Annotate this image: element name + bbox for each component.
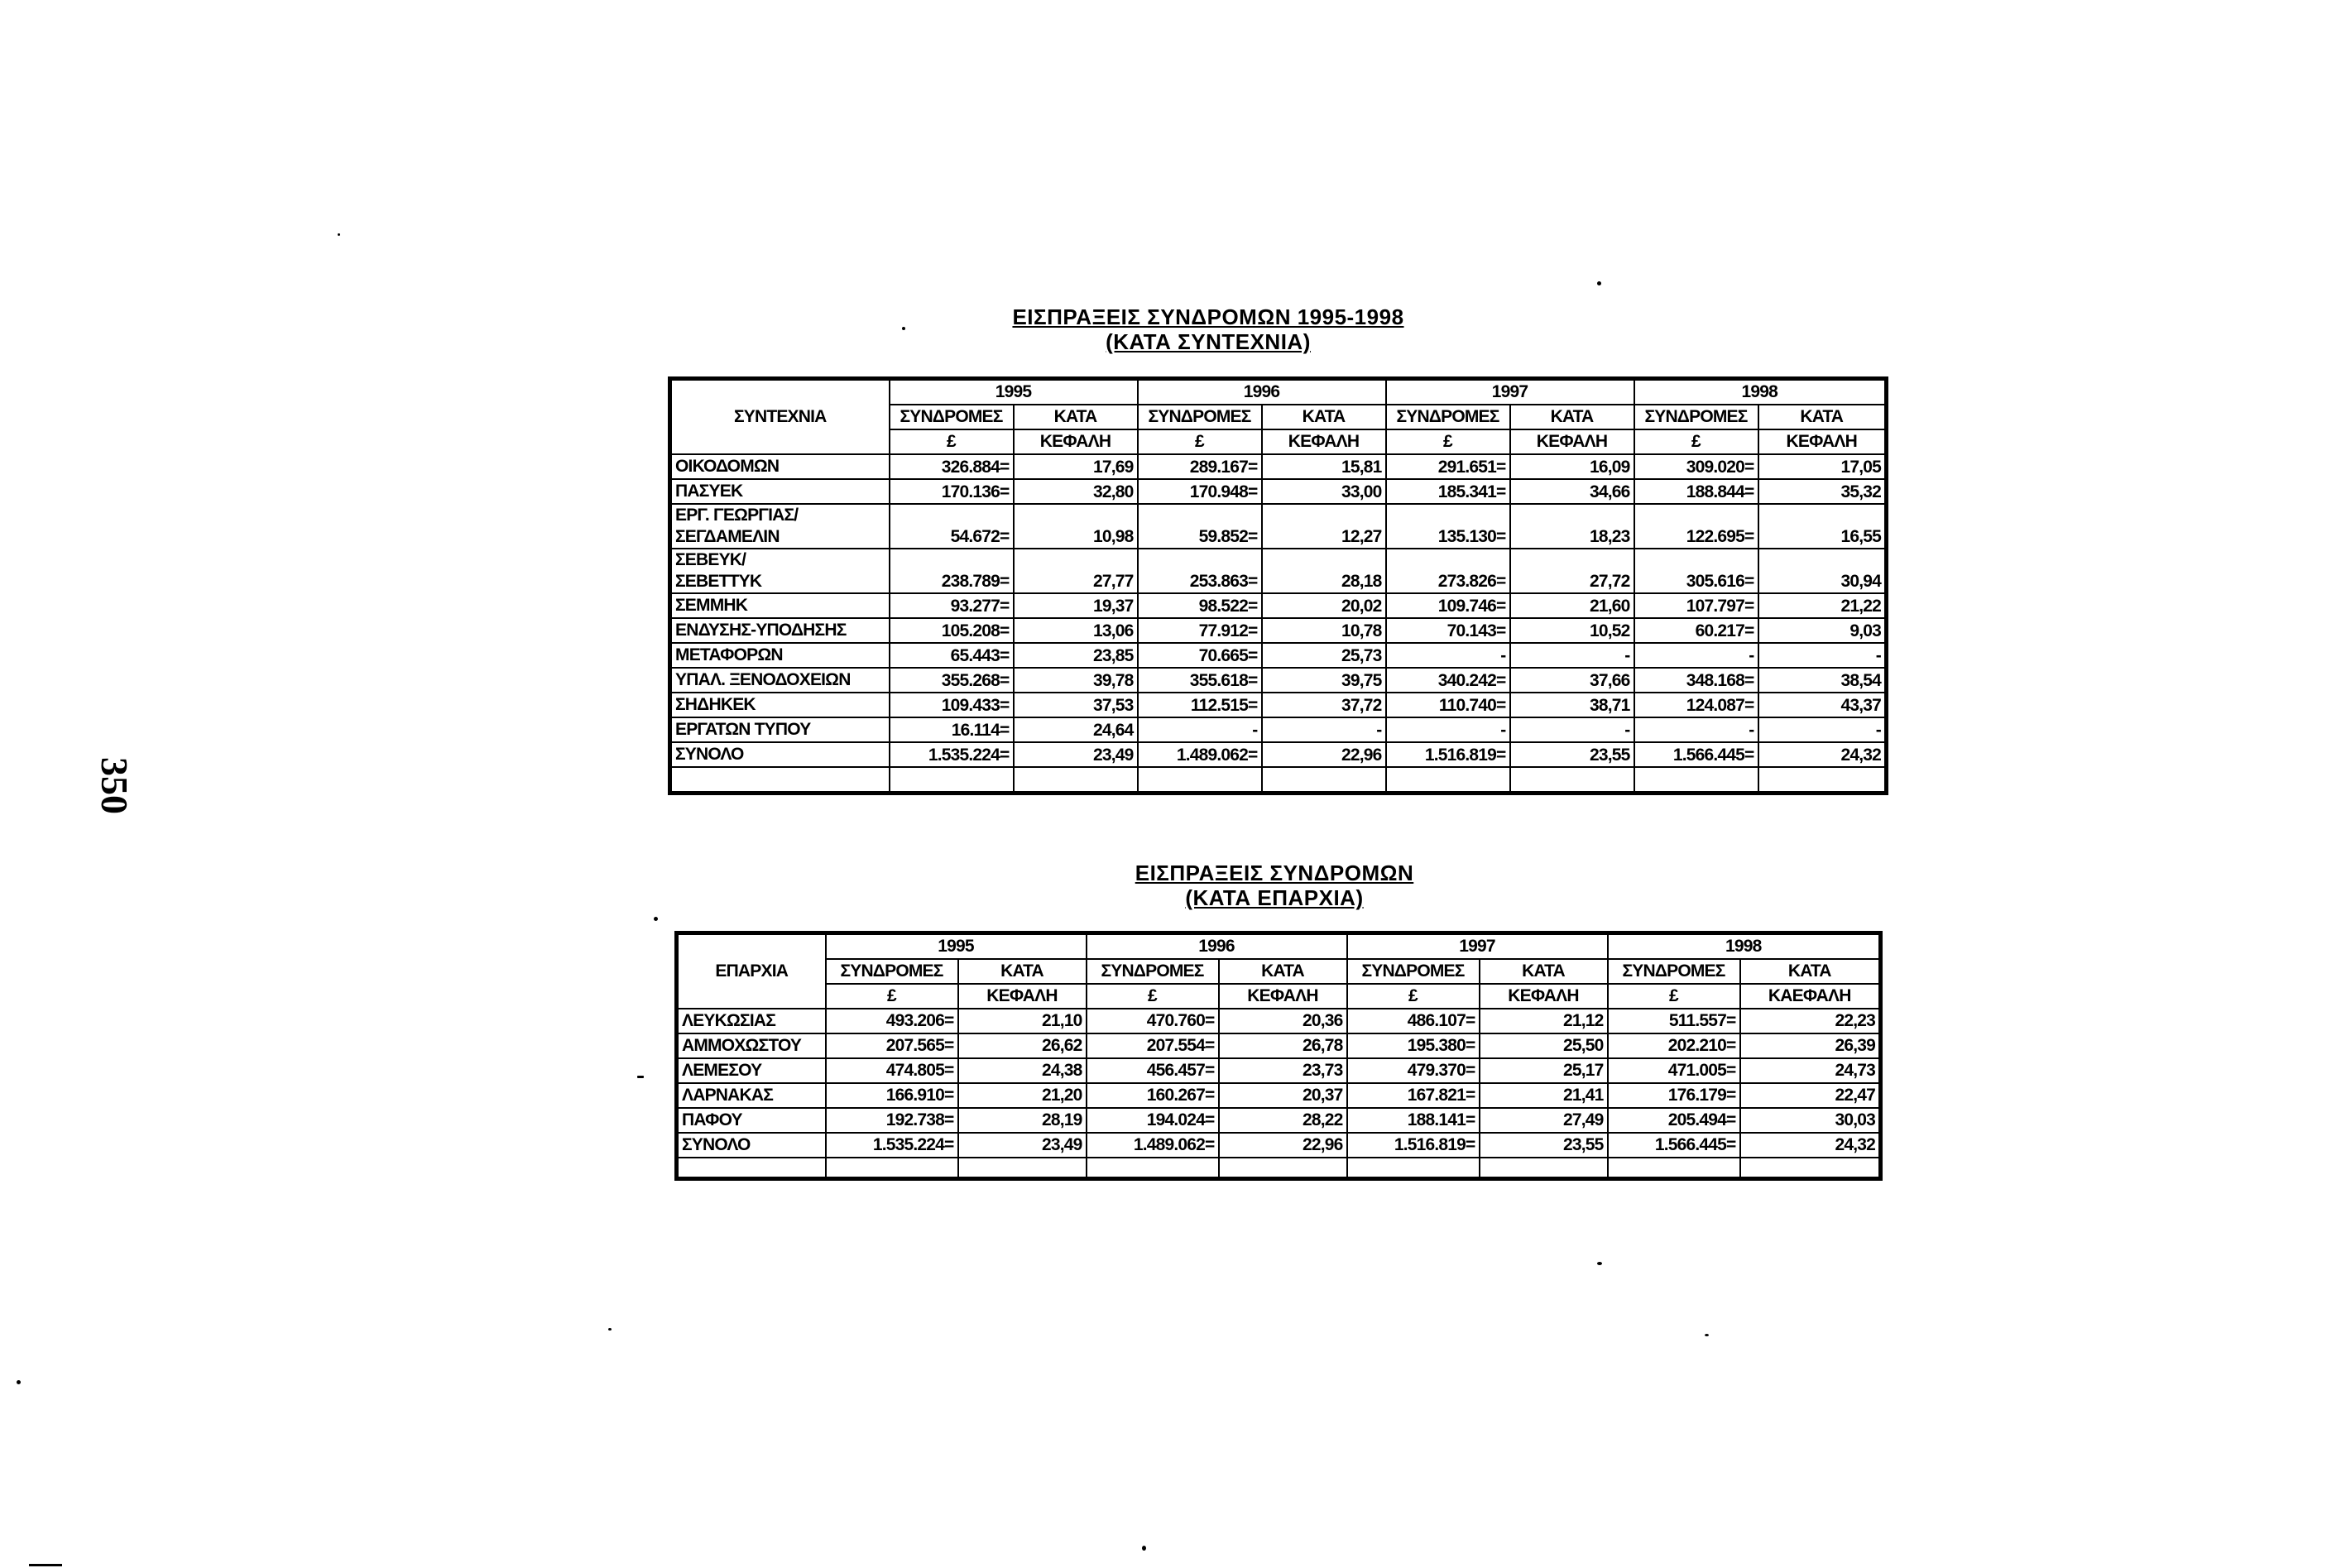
per-capita-cell: 10,78 xyxy=(1262,618,1386,643)
subscriptions-cell: 70.665= xyxy=(1138,643,1262,668)
subscriptions-cell: 1.535.224= xyxy=(890,742,1014,767)
table2-year-row xyxy=(677,933,1881,960)
empty-cell xyxy=(1758,767,1887,794)
row-label: ΠΑΦΟΥ xyxy=(677,1108,826,1133)
column-header-per-capita-line2: ΚΕΦΑΛΗ xyxy=(1014,429,1138,454)
subscriptions-cell: 1.535.224= xyxy=(826,1133,958,1158)
per-capita-cell: 18,23 xyxy=(1510,504,1634,549)
subscriptions-cell: 112.515= xyxy=(1138,693,1262,717)
row-label: ΛΕΥΚΩΣΙΑΣ xyxy=(677,1009,826,1033)
subscriptions-cell: 1.566.445= xyxy=(1634,742,1758,767)
row-label xyxy=(670,668,890,693)
subscriptions-cell: 1.566.445= xyxy=(1608,1133,1740,1158)
table2-body xyxy=(677,1009,1881,1179)
subscriptions-cell: 16.114= xyxy=(890,717,1014,742)
row-label-line: ΣΕΜΜΗΚ xyxy=(675,596,748,615)
subscriptions-cell: 348.168= xyxy=(1634,668,1758,693)
per-capita-cell: 33,00 xyxy=(1262,479,1386,504)
per-capita-cell: - xyxy=(1510,717,1634,742)
subscriptions-cell: 1.516.819= xyxy=(1347,1133,1480,1158)
row-label xyxy=(670,643,890,668)
row-label-line: ΜΕΤΑΦΟΡΩΝ xyxy=(675,645,783,664)
table1-body xyxy=(670,454,1887,794)
empty-cell xyxy=(1510,767,1634,794)
empty-cell xyxy=(1087,1158,1219,1179)
per-capita-cell: 28,22 xyxy=(1219,1108,1347,1133)
subscriptions-cell: 340.242= xyxy=(1386,668,1510,693)
scan-speck xyxy=(637,1076,644,1078)
row-label xyxy=(670,742,890,767)
table-row xyxy=(677,1009,1881,1033)
table1-year-header: 1996 xyxy=(1138,379,1386,405)
table-row-empty xyxy=(670,767,1887,794)
subscriptions-cell: 70.143= xyxy=(1386,618,1510,643)
subscriptions-cell: 291.651= xyxy=(1386,454,1510,479)
subscriptions-cell: 98.522= xyxy=(1138,593,1262,618)
table2-title xyxy=(976,861,1572,910)
column-header-per-capita-line2: ΚΕΦΑΛΗ xyxy=(958,984,1087,1009)
per-capita-cell: 17,05 xyxy=(1758,454,1887,479)
subscriptions-cell: 185.341= xyxy=(1386,479,1510,504)
subscriptions-cell: 122.695= xyxy=(1634,504,1758,549)
column-header-currency: £ xyxy=(1634,429,1758,454)
subscriptions-cell: 167.821= xyxy=(1347,1083,1480,1108)
column-header-per-capita: ΚΑΤΑ xyxy=(1510,405,1634,429)
empty-cell xyxy=(1262,767,1386,794)
subscriptions-cell: 170.948= xyxy=(1138,479,1262,504)
table-row xyxy=(670,668,1887,693)
column-header-per-capita-line2: ΚΑΕΦΑΛΗ xyxy=(1740,984,1881,1009)
table1-year-header: 1998 xyxy=(1634,379,1887,405)
subscriptions-cell: 207.565= xyxy=(826,1033,958,1058)
per-capita-cell: 24,32 xyxy=(1758,742,1887,767)
empty-cell xyxy=(1386,767,1510,794)
per-capita-cell: 22,96 xyxy=(1262,742,1386,767)
subscriptions-cell: - xyxy=(1386,717,1510,742)
scan-speck xyxy=(17,1380,21,1384)
column-header-currency: £ xyxy=(1347,984,1480,1009)
per-capita-cell: 23,55 xyxy=(1510,742,1634,767)
per-capita-cell: 21,41 xyxy=(1480,1083,1608,1108)
per-capita-cell: 43,37 xyxy=(1758,693,1887,717)
table-row xyxy=(670,717,1887,742)
column-header-subscriptions: ΣΥΝΔΡΟΜΕΣ xyxy=(1634,405,1758,429)
column-header-subscriptions: ΣΥΝΔΡΟΜΕΣ xyxy=(1087,959,1219,984)
per-capita-cell: 21,20 xyxy=(958,1083,1087,1108)
row-label: ΛΑΡΝΑΚΑΣ xyxy=(677,1083,826,1108)
column-header-per-capita: ΚΑΤΑ xyxy=(1014,405,1138,429)
per-capita-cell: 30,03 xyxy=(1740,1108,1881,1133)
subscriptions-cell: 289.167= xyxy=(1138,454,1262,479)
column-header-per-capita-line2: ΚΕΦΑΛΗ xyxy=(1758,429,1887,454)
row-label xyxy=(670,693,890,717)
subscriptions-cell: 192.738= xyxy=(826,1108,958,1133)
subscriptions-cell: 109.433= xyxy=(890,693,1014,717)
subscriptions-cell: 188.141= xyxy=(1347,1108,1480,1133)
scan-mark xyxy=(29,1564,62,1566)
column-header-currency: £ xyxy=(890,429,1014,454)
scan-speck xyxy=(1705,1334,1709,1336)
table-row xyxy=(677,1083,1881,1108)
empty-cell xyxy=(670,767,890,794)
table1-title xyxy=(910,304,1506,354)
subscriptions-cell: 110.740= xyxy=(1386,693,1510,717)
subscriptions-cell: 474.805= xyxy=(826,1058,958,1083)
column-header-per-capita: ΚΑΤΑ xyxy=(1740,959,1881,984)
column-header-subscriptions: ΣΥΝΔΡΟΜΕΣ xyxy=(890,405,1014,429)
subscriptions-cell: 160.267= xyxy=(1087,1083,1219,1108)
table2-year-header: 1998 xyxy=(1608,933,1881,960)
column-header-per-capita-line2: ΚΕΦΑΛΗ xyxy=(1480,984,1608,1009)
subscriptions-cell: 205.494= xyxy=(1608,1108,1740,1133)
table1-year-header: 1997 xyxy=(1386,379,1634,405)
column-header-per-capita: ΚΑΤΑ xyxy=(1219,959,1347,984)
row-label-line: ΕΡΓΑΤΩΝ ΤΥΠΟΥ xyxy=(675,720,811,739)
row-label: ΣΥΝΟΛΟ xyxy=(677,1133,826,1158)
subscriptions-cell: 170.136= xyxy=(890,479,1014,504)
scan-speck xyxy=(1142,1546,1146,1551)
row-label xyxy=(670,454,890,479)
row-label xyxy=(670,504,890,549)
subscriptions-cell: 105.208= xyxy=(890,618,1014,643)
row-label-line: ΣΕΒΕΤΤΥΚ xyxy=(675,572,762,591)
table-row-empty xyxy=(677,1158,1881,1179)
per-capita-cell: 23,49 xyxy=(1014,742,1138,767)
subscriptions-cell: 326.884= xyxy=(890,454,1014,479)
row-label-line: ΟΙΚΟΔΟΜΩΝ xyxy=(675,457,780,476)
per-capita-cell: 32,80 xyxy=(1014,479,1138,504)
table-row xyxy=(670,618,1887,643)
subscriptions-cell: 309.020= xyxy=(1634,454,1758,479)
column-header-subscriptions: ΣΥΝΔΡΟΜΕΣ xyxy=(1608,959,1740,984)
table-row xyxy=(670,742,1887,767)
table-row xyxy=(670,549,1887,593)
per-capita-cell: 39,78 xyxy=(1014,668,1138,693)
subscriptions-cell: 253.863= xyxy=(1138,549,1262,593)
row-label xyxy=(670,618,890,643)
subscriptions-cell: 77.912= xyxy=(1138,618,1262,643)
subscriptions-cell: 1.489.062= xyxy=(1087,1133,1219,1158)
empty-cell xyxy=(1138,767,1262,794)
subscriptions-cell: 511.557= xyxy=(1608,1009,1740,1033)
column-header-per-capita: ΚΑΤΑ xyxy=(1262,405,1386,429)
per-capita-cell: 16,09 xyxy=(1510,454,1634,479)
per-capita-cell: - xyxy=(1758,643,1887,668)
column-header-per-capita-line2: ΚΕΦΑΛΗ xyxy=(1510,429,1634,454)
subscriptions-cell: 238.789= xyxy=(890,549,1014,593)
table-row xyxy=(670,479,1887,504)
table2-title-line1: ΕΙΣΠΡΑΞΕΙΣ ΣΥΝΔΡΟΜΩΝ xyxy=(1135,861,1414,885)
per-capita-cell: 20,02 xyxy=(1262,593,1386,618)
per-capita-cell: 12,27 xyxy=(1262,504,1386,549)
per-capita-cell: 35,32 xyxy=(1758,479,1887,504)
per-capita-cell: 25,73 xyxy=(1262,643,1386,668)
per-capita-cell: 13,06 xyxy=(1014,618,1138,643)
empty-cell xyxy=(958,1158,1087,1179)
subscriptions-cell: 135.130= xyxy=(1386,504,1510,549)
per-capita-cell: 22,96 xyxy=(1219,1133,1347,1158)
column-header-subscriptions: ΣΥΝΔΡΟΜΕΣ xyxy=(826,959,958,984)
empty-cell xyxy=(1634,767,1758,794)
table-row xyxy=(670,643,1887,668)
empty-cell xyxy=(1740,1158,1881,1179)
subscriptions-cell: 355.618= xyxy=(1138,668,1262,693)
row-label-line: ΣΥΝΟΛΟ xyxy=(675,745,744,764)
subscriptions-by-union-table xyxy=(668,376,1888,795)
row-label: ΑΜΜΟΧΩΣΤΟΥ xyxy=(677,1033,826,1058)
per-capita-cell: 37,53 xyxy=(1014,693,1138,717)
table1-title-line1: ΕΙΣΠΡΑΞΕΙΣ ΣΥΝΔΡΟΜΩΝ 1995-1998 xyxy=(1012,304,1404,329)
subscriptions-cell: 107.797= xyxy=(1634,593,1758,618)
subscriptions-cell: - xyxy=(1138,717,1262,742)
row-label-line: ΣΕΒΕΥΚ/ xyxy=(675,550,746,569)
subscriptions-cell: 470.760= xyxy=(1087,1009,1219,1033)
table2-year-header: 1995 xyxy=(826,933,1087,960)
table2-subheader-row1 xyxy=(677,959,1881,984)
per-capita-cell: 39,75 xyxy=(1262,668,1386,693)
column-header-subscriptions: ΣΥΝΔΡΟΜΕΣ xyxy=(1386,405,1510,429)
per-capita-cell: 34,66 xyxy=(1510,479,1634,504)
per-capita-cell: - xyxy=(1262,717,1386,742)
table2-year-header: 1997 xyxy=(1347,933,1608,960)
per-capita-cell: 27,49 xyxy=(1480,1108,1608,1133)
empty-cell xyxy=(1219,1158,1347,1179)
subscriptions-cell: - xyxy=(1386,643,1510,668)
scan-speck xyxy=(1597,1262,1602,1265)
scan-speck xyxy=(902,327,905,330)
subscriptions-cell: 194.024= xyxy=(1087,1108,1219,1133)
subscriptions-cell: 456.457= xyxy=(1087,1058,1219,1083)
per-capita-cell: 23,73 xyxy=(1219,1058,1347,1083)
per-capita-cell: 24,32 xyxy=(1740,1133,1881,1158)
subscriptions-cell: 1.516.819= xyxy=(1386,742,1510,767)
per-capita-cell: 26,62 xyxy=(958,1033,1087,1058)
column-header-subscriptions: ΣΥΝΔΡΟΜΕΣ xyxy=(1138,405,1262,429)
table1-year-header: 1995 xyxy=(890,379,1138,405)
per-capita-cell: 37,72 xyxy=(1262,693,1386,717)
column-header-per-capita-line2: ΚΕΦΑΛΗ xyxy=(1262,429,1386,454)
table-row xyxy=(670,693,1887,717)
table-row xyxy=(670,504,1887,549)
empty-cell xyxy=(1480,1158,1608,1179)
empty-cell xyxy=(1347,1158,1480,1179)
scan-speck xyxy=(1597,281,1601,285)
per-capita-cell: 28,18 xyxy=(1262,549,1386,593)
subscriptions-cell: 109.746= xyxy=(1386,593,1510,618)
per-capita-cell: 27,77 xyxy=(1014,549,1138,593)
column-header-currency: £ xyxy=(826,984,958,1009)
empty-cell xyxy=(1014,767,1138,794)
table-row xyxy=(677,1033,1881,1058)
scan-speck xyxy=(338,233,340,236)
subscriptions-cell: 486.107= xyxy=(1347,1009,1480,1033)
per-capita-cell: 26,39 xyxy=(1740,1033,1881,1058)
page-number: 350 xyxy=(94,757,136,814)
row-label-line: ΕΝΔΥΣΗΣ-ΥΠΟΔΗΣΗΣ xyxy=(675,621,847,640)
subscriptions-cell: 493.206= xyxy=(826,1009,958,1033)
per-capita-cell: 17,69 xyxy=(1014,454,1138,479)
per-capita-cell: 22,47 xyxy=(1740,1083,1881,1108)
row-label xyxy=(670,593,890,618)
subscriptions-cell: 59.852= xyxy=(1138,504,1262,549)
per-capita-cell: 23,85 xyxy=(1014,643,1138,668)
per-capita-cell: 21,10 xyxy=(958,1009,1087,1033)
per-capita-cell: 21,12 xyxy=(1480,1009,1608,1033)
table1-row-header: ΣΥΝΤΕΧΝΙΑ xyxy=(670,379,890,455)
per-capita-cell: 21,60 xyxy=(1510,593,1634,618)
subscriptions-cell: 166.910= xyxy=(826,1083,958,1108)
subscriptions-cell: 195.380= xyxy=(1347,1033,1480,1058)
subscriptions-cell: 305.616= xyxy=(1634,549,1758,593)
row-label-line: ΣΕΓΔΑΜΕΛΙΝ xyxy=(675,527,780,546)
per-capita-cell: 20,36 xyxy=(1219,1009,1347,1033)
table1-year-row xyxy=(670,379,1887,405)
per-capita-cell: 16,55 xyxy=(1758,504,1887,549)
scan-speck xyxy=(654,917,658,921)
row-label xyxy=(670,717,890,742)
subscriptions-cell: 1.489.062= xyxy=(1138,742,1262,767)
row-label-line: ΕΡΓ. ΓΕΩΡΓΙΑΣ/ xyxy=(675,506,799,525)
per-capita-cell: 10,98 xyxy=(1014,504,1138,549)
column-header-currency: £ xyxy=(1138,429,1262,454)
column-header-per-capita: ΚΑΤΑ xyxy=(1758,405,1887,429)
per-capita-cell: 15,81 xyxy=(1262,454,1386,479)
subscriptions-by-district-table xyxy=(674,931,1883,1181)
column-header-currency: £ xyxy=(1386,429,1510,454)
row-label xyxy=(670,479,890,504)
empty-cell xyxy=(1608,1158,1740,1179)
per-capita-cell: 38,54 xyxy=(1758,668,1887,693)
table2-title-line2: (ΚΑΤΑ ΕΠΑΡΧΙΑ) xyxy=(1185,885,1364,910)
subscriptions-cell: - xyxy=(1634,717,1758,742)
empty-cell xyxy=(826,1158,958,1179)
scan-speck xyxy=(608,1328,612,1331)
subscriptions-cell: 65.443= xyxy=(890,643,1014,668)
per-capita-cell: 23,49 xyxy=(958,1133,1087,1158)
per-capita-cell: 22,23 xyxy=(1740,1009,1881,1033)
empty-cell xyxy=(890,767,1014,794)
table-row xyxy=(677,1108,1881,1133)
per-capita-cell: 30,94 xyxy=(1758,549,1887,593)
subscriptions-cell: 471.005= xyxy=(1608,1058,1740,1083)
per-capita-cell: 21,22 xyxy=(1758,593,1887,618)
per-capita-cell: 10,52 xyxy=(1510,618,1634,643)
subscriptions-cell: 54.672= xyxy=(890,504,1014,549)
column-header-per-capita: ΚΑΤΑ xyxy=(1480,959,1608,984)
row-label xyxy=(670,549,890,593)
subscriptions-cell: 207.554= xyxy=(1087,1033,1219,1058)
subscriptions-cell: 93.277= xyxy=(890,593,1014,618)
per-capita-cell: 24,73 xyxy=(1740,1058,1881,1083)
subscriptions-cell: 202.210= xyxy=(1608,1033,1740,1058)
column-header-per-capita: ΚΑΤΑ xyxy=(958,959,1087,984)
per-capita-cell: 19,37 xyxy=(1014,593,1138,618)
table2-subheader-row2 xyxy=(677,984,1881,1009)
table-row xyxy=(670,454,1887,479)
per-capita-cell: 28,19 xyxy=(958,1108,1087,1133)
table2-year-header: 1996 xyxy=(1087,933,1347,960)
subscriptions-cell: 124.087= xyxy=(1634,693,1758,717)
empty-cell xyxy=(677,1158,826,1179)
table1-title-line2: (ΚΑΤΑ ΣΥΝΤΕΧΝΙΑ) xyxy=(1106,329,1311,354)
row-label-line: ΠΑΣΥΕΚ xyxy=(675,482,743,501)
table-row xyxy=(677,1058,1881,1083)
per-capita-cell: 23,55 xyxy=(1480,1133,1608,1158)
column-header-subscriptions: ΣΥΝΔΡΟΜΕΣ xyxy=(1347,959,1480,984)
subscriptions-cell: 479.370= xyxy=(1347,1058,1480,1083)
subscriptions-cell: 355.268= xyxy=(890,668,1014,693)
per-capita-cell: - xyxy=(1510,643,1634,668)
per-capita-cell: 27,72 xyxy=(1510,549,1634,593)
table-row xyxy=(670,593,1887,618)
row-label: ΛΕΜΕΣΟΥ xyxy=(677,1058,826,1083)
per-capita-cell: 20,37 xyxy=(1219,1083,1347,1108)
per-capita-cell: 38,71 xyxy=(1510,693,1634,717)
per-capita-cell: 26,78 xyxy=(1219,1033,1347,1058)
per-capita-cell: 24,64 xyxy=(1014,717,1138,742)
subscriptions-cell: - xyxy=(1634,643,1758,668)
column-header-per-capita-line2: ΚΕΦΑΛΗ xyxy=(1219,984,1347,1009)
per-capita-cell: 24,38 xyxy=(958,1058,1087,1083)
subscriptions-cell: 188.844= xyxy=(1634,479,1758,504)
table2-row-header: ΕΠΑΡΧΙΑ xyxy=(677,933,826,1009)
row-label-line: ΥΠΑΛ. ΞΕΝΟΔΟΧΕΙΩΝ xyxy=(675,670,851,689)
subscriptions-cell: 176.179= xyxy=(1608,1083,1740,1108)
subscriptions-cell: 60.217= xyxy=(1634,618,1758,643)
row-label-line: ΣΗΔΗΚΕΚ xyxy=(675,695,756,714)
per-capita-cell: - xyxy=(1758,717,1887,742)
column-header-currency: £ xyxy=(1608,984,1740,1009)
per-capita-cell: 37,66 xyxy=(1510,668,1634,693)
per-capita-cell: 25,50 xyxy=(1480,1033,1608,1058)
per-capita-cell: 25,17 xyxy=(1480,1058,1608,1083)
table-row xyxy=(677,1133,1881,1158)
subscriptions-cell: 273.826= xyxy=(1386,549,1510,593)
column-header-currency: £ xyxy=(1087,984,1219,1009)
per-capita-cell: 9,03 xyxy=(1758,618,1887,643)
